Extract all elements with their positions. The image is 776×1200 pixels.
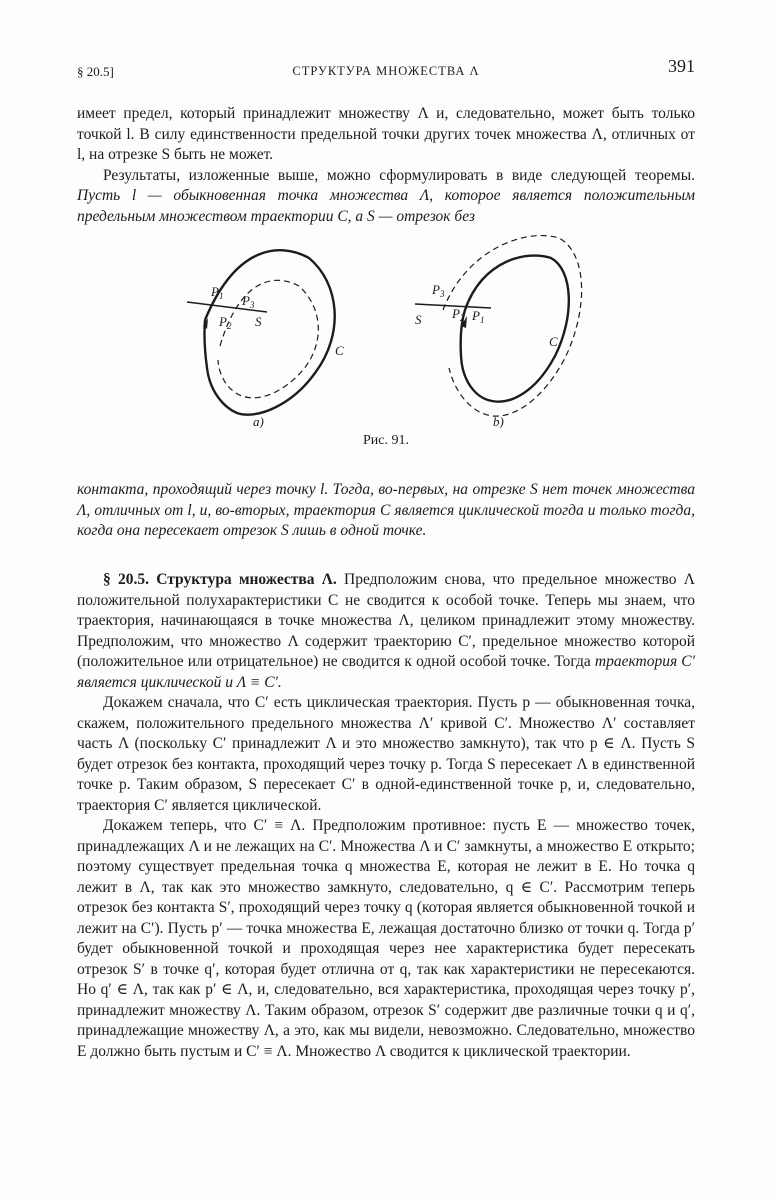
paragraph-2 bbox=[77, 166, 695, 228]
theorem-part-2-text: контакта, проходящий через точку l. Тогда, во-первых, на отрезке S нет точек множества Λ, отличных от l, и, во-вторых, траектория C является циклической тогда и только тогда, когда она пересекает отрезок S лишь в одной точке. bbox=[77, 481, 695, 539]
diagram-a-label-c: C bbox=[335, 343, 344, 358]
page-number: 391 bbox=[668, 56, 695, 76]
diagram-b-label-s: S bbox=[415, 312, 422, 327]
section-intro-paragraph bbox=[77, 570, 695, 693]
section-claim: траектория C′ является циклической и Λ ≡ C′. bbox=[77, 653, 696, 691]
header-section-ref: § 20.5] bbox=[77, 64, 114, 79]
diagram-b-label-p2: $P_2$ bbox=[452, 306, 465, 323]
theorem-part-2 bbox=[77, 480, 695, 542]
header-title: СТРУКТУРА МНОЖЕСТВА Λ bbox=[292, 64, 480, 78]
diagram-b-trajectory-C bbox=[461, 256, 569, 402]
theorem-part-1: Пусть l — обыкновенная точка множества Λ, которое является положительным предельным множеством траектории C, а S — отрезок без bbox=[77, 187, 695, 225]
paragraph-5: Докажем теперь, что C′ ≡ Λ. Предположим противное: пусть E — множество точек, принадлежащих Λ и не лежащих на C′. Множества Λ и C′ замкнуты, а множество E открыто; поэтому существует предельная точка q множества E, которая не лежит в E. Но точка q лежит в Λ, так как это множество замкнуто, следовательно, q ∈ C′. Рассмотрим теперь отрезок без контакта S′, проходящий через точку q (которая является обыкновенной точкой и лежит на C′). Пусть p′ — точка множества E, лежащая достаточно близко от точки q. Тогда p′ будет обыкновенной точкой и проходящая через нее характеристика будет пересекать отрезок S′ в точке q′, которая будет отлична от q, так как характеристики не пересекаются. Но q′ ∈ Λ, так как p′ ∈ Λ, и, следовательно, вся характеристика, проходящая через точку p′, принадлежит множеству Λ. Таким образом, отрезок S′ содержит две различные точки q и q′, принадлежащие множеству Λ, а это, как мы видели, невозможно. Следовательно, множество E должно быть пустым и C′ ≡ Λ. Множество Λ сводится к циклической траектории. bbox=[77, 817, 695, 1060]
diagram-b-label-p1: $P_1$ bbox=[472, 308, 485, 325]
diagram-b-label-c: C bbox=[549, 334, 558, 349]
diagram-b-label-p3: $P_3$ bbox=[432, 282, 445, 299]
section-intro-text: Предположим снова, что предельное множество Λ положительной полухарактеристики C не сводится к особой точке. Теперь мы знаем, что траектория, начинающаяся в точке множества Λ, целиком принадлежит этому множеству. Предположим, что множество Λ содержит траекторию C′, предельное множество которой (положительное или отрицательное) не сводится к одной особой точке. Тогда bbox=[77, 571, 695, 670]
section-heading: § 20.5. Структура множества Λ. bbox=[103, 571, 337, 588]
paragraph-1: имеет предел, который принадлежит множеству Λ и, следовательно, может быть только точкой l. В силу единственности предельной точки других точек множества Λ, отличных от l, на отрезке S быть не может. bbox=[77, 105, 695, 163]
top-text bbox=[77, 104, 695, 227]
diagram-a bbox=[187, 250, 335, 414]
diagram-a-label-p2: $P_2$ bbox=[219, 314, 232, 331]
paragraph-4: Докажем сначала, что C′ есть циклическая траектория. Пусть p — обыкновенная точка, скажем, положительного предельного множества Λ′ кривой C′. Множество Λ′ составляет часть Λ (поскольку C′ принадлежит Λ и это множество замкнуто), так что p ∈ Λ. Пусть S будет отрезок без контакта, проходящий через точку p. Тогда S пересекает Λ в единственной точке p. Таким образом, S пересекает C′ в одной-единственной точке p, и, следовательно, траектория C′ является циклической. bbox=[77, 694, 696, 814]
diagram-a-sublabel: a) bbox=[253, 414, 264, 428]
paragraph-2-lead: Результаты, изложенные выше, можно сформулировать в виде следующей теоремы. bbox=[103, 166, 695, 184]
section-20-5 bbox=[77, 570, 695, 1062]
diagram-a-segment-S bbox=[187, 302, 267, 312]
diagram-a-label-p3: $P_3$ bbox=[242, 293, 255, 310]
figure-91 bbox=[77, 228, 695, 468]
diagram-b-sublabel: b) bbox=[493, 414, 504, 428]
diagram-a-label-p1: $P_1$ bbox=[211, 284, 224, 301]
diagram-a-label-s: S bbox=[255, 314, 262, 329]
running-header bbox=[77, 56, 695, 86]
figure-caption: Рис. 91. bbox=[363, 433, 409, 448]
figure-91-drawing bbox=[77, 228, 695, 428]
theorem-continuation bbox=[77, 480, 695, 542]
diagram-a-inner-dashed-curve bbox=[218, 280, 318, 398]
diagram-b bbox=[415, 236, 582, 417]
